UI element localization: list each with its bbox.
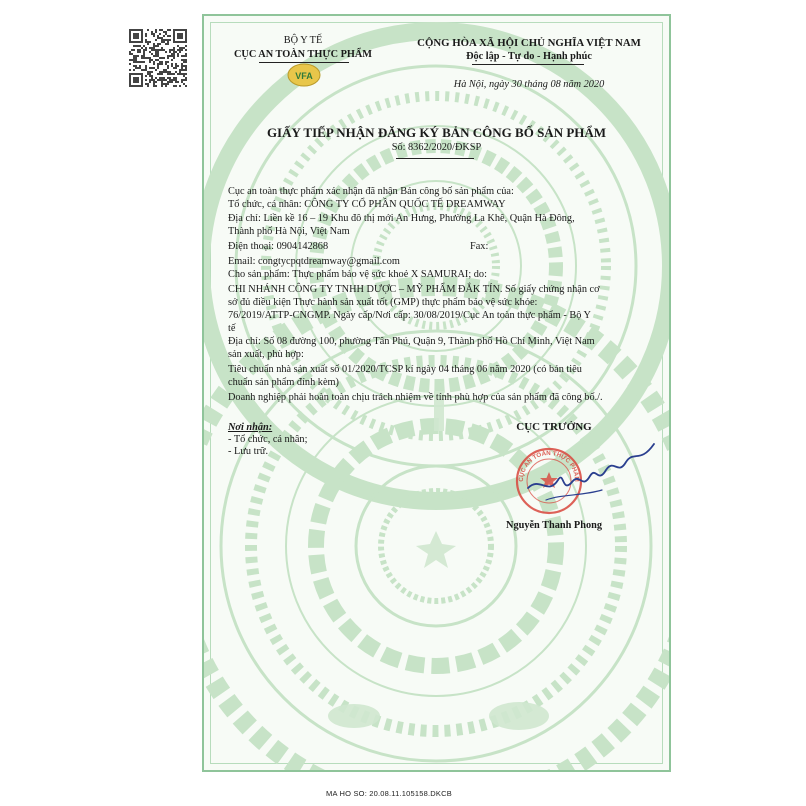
intro-text: Cục an toàn thực phẩm xác nhận đã nhận Bản công bố sản phẩm của:	[228, 186, 514, 197]
handwritten-signature	[522, 436, 662, 516]
responsibility-statement: Doanh nghiệp phải hoàn toàn chịu trách nhiệm về tính phù hợp của sản phẩm đã công bố./.	[228, 392, 603, 403]
standard-line-1: Tiêu chuẩn nhà sản xuất số 01/2020/TCSP kí ngày 04 tháng 06 năm 2020 (có bản tiêu	[228, 364, 582, 375]
svg-text:VFA: VFA	[295, 71, 313, 81]
document-number: Số: 8362/2020/ĐKSP	[391, 142, 482, 153]
manufacturer-line-3: 76/2019/ATTP-CNGMP. Ngày cấp/Nơi cấp: 30/08/2019/Cục An toàn thực phẩm - Bộ Y	[228, 310, 591, 321]
standard-line-2: chuẩn sản phẩm đính kèm)	[228, 377, 339, 388]
signer-name: Nguyễn Thanh Phong	[506, 520, 602, 531]
recipient-item: - Lưu trữ.	[228, 446, 269, 457]
document-title: GIẤY TIẾP NHẬN ĐĂNG KÝ BẢN CÔNG BỐ SẢN PHẨM	[266, 125, 607, 140]
signer-title: CỤC TRƯỞNG	[516, 421, 592, 433]
fax: Fax:	[470, 241, 489, 252]
qr-code	[129, 29, 187, 87]
address-line-1: Địa chỉ: Liền kề 16 – 19 Khu đô thị mới An Hưng, Phường La Khê, Quận Hà Đông,	[228, 213, 575, 224]
national-motto: CỘNG HÒA XÃ HỘI CHỦ NGHĨA VIỆT NAM	[417, 37, 641, 49]
manufacturer-line-2: sở đủ điều kiện Thực hành sản xuất tốt (GMP) thực phẩm bảo vệ sức khỏe:	[228, 297, 538, 308]
header-rule-right	[472, 64, 584, 65]
department-name: CỤC AN TOÀN THỰC PHẨM	[233, 49, 373, 60]
manufacturer-line-4: tế	[228, 323, 236, 334]
recipient-item: - Tổ chức, cá nhân;	[228, 434, 308, 445]
header-rule-left	[259, 62, 349, 63]
title-rule	[396, 158, 474, 159]
svg-text:CỤC AN TOÀN THỰC PHẨM: CỤC AN TOÀN THỰC PHẨM	[517, 449, 581, 482]
manufacturer-address-1: Địa chỉ: Số 08 đường 100, phường Tân Phú, Quận 9, Thành phố Hồ Chí Minh, Việt Nam	[228, 336, 595, 347]
email: Email: congtycpqtdreamway@gmail.com	[228, 256, 400, 267]
file-code: MA HO SO: 20.08.11.105158.DKCB	[326, 789, 452, 798]
recipients-heading: Nơi nhận:	[228, 422, 273, 433]
manufacturer-address-2: sản xuất, phù hợp:	[228, 349, 304, 360]
phone: Điện thoại: 0904142868	[228, 241, 329, 252]
certificate	[202, 14, 671, 772]
organization: Tổ chức, cá nhân: CÔNG TY CỔ PHẦN QUỐC TẾ DREAMWAY	[228, 199, 506, 210]
address-line-2: Thành phố Hà Nội, Việt Nam	[228, 226, 350, 237]
place-date: Hà Nội, ngày 30 tháng 08 năm 2020	[453, 79, 605, 90]
manufacturer-line-1: CHI NHÁNH CÔNG TY TNHH DƯỢC – MỸ PHẨM ĐẮK TÍN. Số giấy chứng nhận cơ	[228, 284, 600, 295]
ministry-name: BỘ Y TẾ	[283, 35, 323, 46]
national-slogan: Độc lập - Tự do - Hạnh phúc	[466, 51, 592, 62]
product: Cho sản phẩm: Thực phẩm bảo vệ sức khoẻ X SAMURAI; do:	[228, 269, 487, 280]
